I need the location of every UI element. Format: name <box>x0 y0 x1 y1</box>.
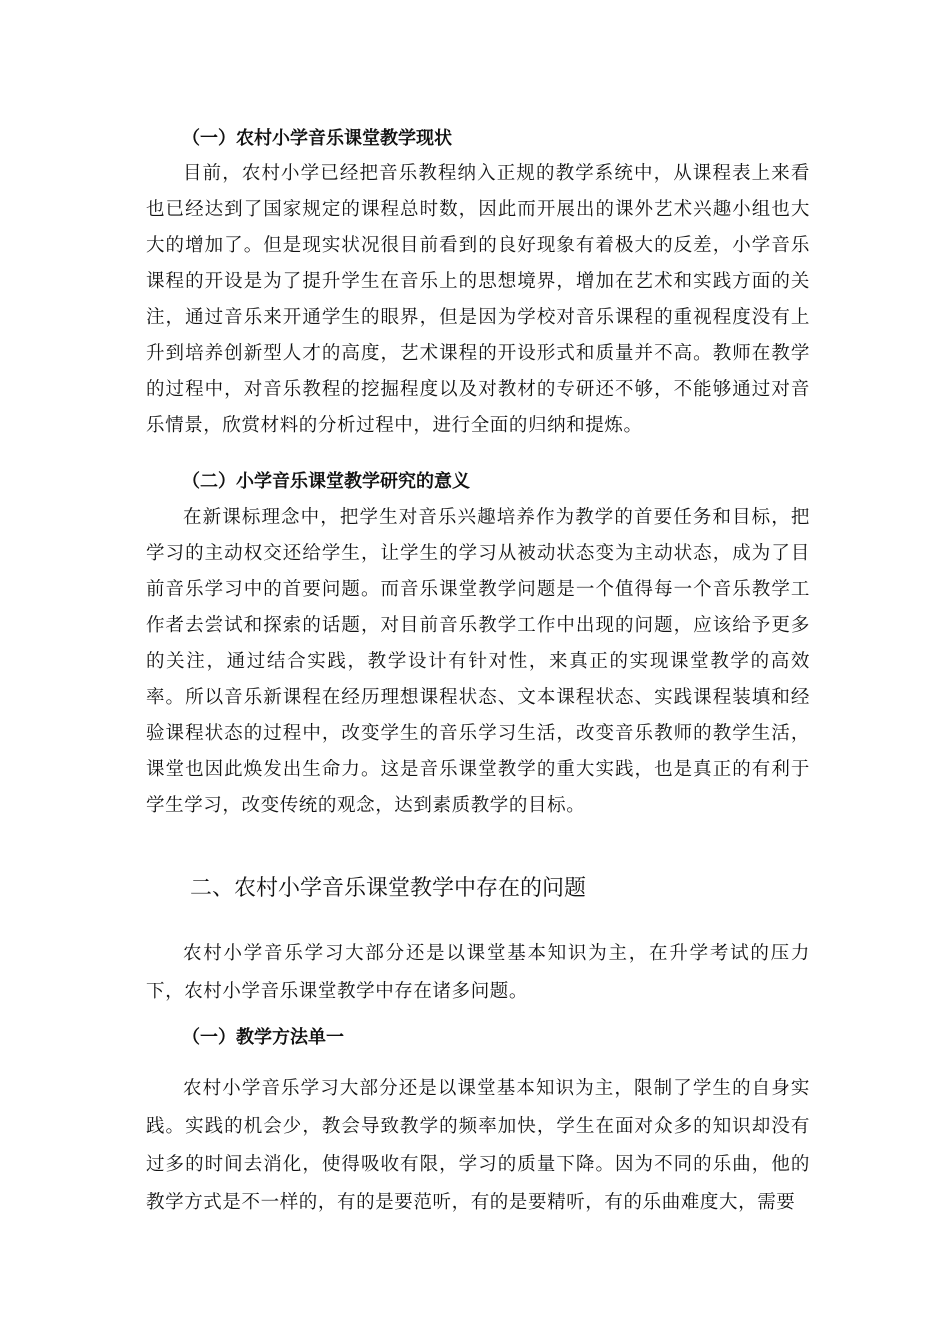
paragraph-research-significance: 在新课标理念中，把学生对音乐兴趣培养作为教学的首要任务和目标，把学习的主动权交还给学生，让学生的学习从被动状态变为主动状态，成为了目前音乐学习中的首要问题。而音乐课堂教学问题是一个值得每一个音乐教学工作者去尝试和探索的话题，对目前音乐教学工作中出现的问题，应该给予更多的关注，通过结合实践，教学设计有针对性，来真正的实现课堂教学的高效率。所以音乐新课程在经历理想课程状态、文本课程状态、实践课程装填和经验课程状态的过程中，改变学生的音乐学习生活，改变音乐教师的教学生活，课堂也因此焕发出生命力。这是音乐课堂教学的重大实践，也是真正的有利于学生学习，改变传统的观念，达到素质教学的目标。 <box>146 507 810 816</box>
paragraph-rural-music-status: 目前，农村小学已经把音乐教程纳入正规的教学系统中，从课程表上来看也已经达到了国家规定的课程总时数，因此而开展出的课外艺术兴趣小组也大大的增加了。但是现实状况很目前看到的良好现象有着极大的反差，小学音乐课程的开设是为了提升学生在音乐上的思想境界，增加在艺术和实践方面的关注，通过音乐来开通学生的眼界，但是因为学校对音乐课程的重视程度没有上升到培养创新型人才的高度，艺术课程的开设形式和质量并不高。教师在教学的过程中，对音乐教程的挖掘程度以及对教材的专研还不够，不能够通过对音乐情景，欣赏材料的分析过程中，进行全面的归纳和提炼。 <box>146 163 810 436</box>
paragraph-existing-problems-intro: 农村小学音乐学习大部分还是以课堂基本知识为主，在升学考试的压力下，农村小学音乐课堂教学中存在诸多问题。 <box>146 943 810 1002</box>
section-heading-single-teaching-method: （一）教学方法单一 <box>182 1027 344 1048</box>
paragraph-single-teaching-method: 农村小学音乐学习大部分还是以课堂基本知识为主，限制了学生的自身实践。实践的机会少，教会导致教学的频率加快，学生在面对众多的知识却没有过多的时间去消化，使得吸收有限，学习的质量下降。因为不同的乐曲，他的教学方式是不一样的，有的是要范听，有的是要精听，有的乐曲难度大，需要 <box>146 1078 810 1213</box>
chapter-heading-existing-problems: 二、农村小学音乐课堂教学中存在的问题 <box>190 876 587 901</box>
section-heading-rural-music-status: （一）农村小学音乐课堂教学现状 <box>182 128 452 149</box>
section-heading-research-significance: （二）小学音乐课堂教学研究的意义 <box>182 471 470 492</box>
